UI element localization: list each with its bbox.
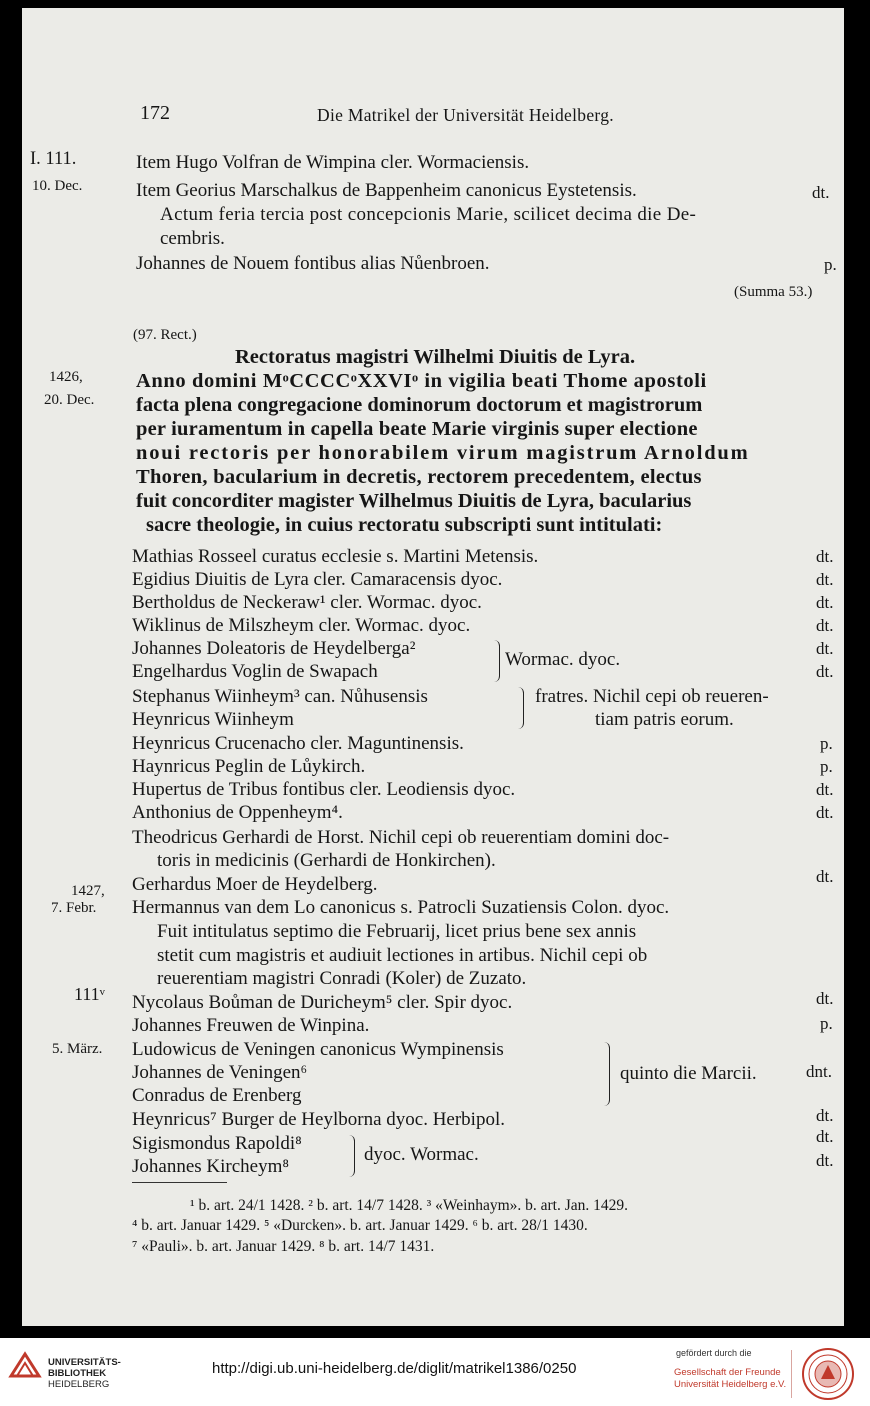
text-line: cembris. (160, 228, 225, 249)
margin-note: 1427, (71, 883, 105, 899)
entry-line: stetit cum magistris et audiuit lectiones in artibus. Nichil cepi ob (157, 945, 648, 966)
text-line: Anno domini MᵒCCCCᵒXXVIᵒ in vigilia beati Thome apostoli (136, 370, 707, 392)
fee-mark: dt. (816, 1106, 834, 1125)
text-line: noui rectoris per honorabilem virum magistrum Arnoldum (136, 442, 750, 464)
society-name (674, 1367, 786, 1391)
entry-line: Conradus de Erenberg (132, 1085, 302, 1106)
entry-line: Hupertus de Tribus fontibus cler. Leodiensis dyoc. (132, 779, 516, 800)
fee-mark: dt. (816, 547, 834, 566)
entry-line: Hermannus van dem Lo canonicus s. Patrocli Suzatiensis Colon. dyoc. (132, 897, 670, 918)
margin-note: 5. März. (52, 1041, 103, 1057)
fee-mark: dnt. (806, 1062, 832, 1081)
library-name (48, 1357, 121, 1390)
text-line: sacre theologie, in cuius rectoratu subscripti sunt intitulati: (146, 514, 663, 536)
text-line: fuit concorditer magister Wilhelmus Diuitis de Lyra, bacularius (136, 490, 692, 512)
section-heading: Rectoratus magistri Wilhelmi Diuitis de Lyra. (235, 346, 636, 368)
entry-line: reuerentiam magistri Conradi (Koler) de Zuzato. (157, 968, 527, 989)
margin-note: 10. Dec. (32, 178, 83, 194)
entry-line: Sigismondus Rapoldi⁸ (132, 1133, 302, 1154)
fee-mark: dt. (812, 183, 830, 202)
entry-line: Heynricus⁷ Burger de Heylborna dyoc. Herbipol. (132, 1109, 505, 1130)
entry-line: Heynricus Crucenacho cler. Maguntinensis. (132, 733, 464, 754)
entry-line: Heynricus Wiinheym (132, 709, 294, 730)
text-line: facta plena congregacione dominorum doctorum et magistrorum (136, 394, 703, 416)
bracket-note: dyoc. Wormac. (364, 1144, 479, 1165)
footer-divider (791, 1350, 792, 1398)
entry-line: Mathias Rosseel curatus ecclesie s. Martini Metensis. (132, 546, 539, 567)
fee-mark: p. (820, 734, 833, 753)
footnote-line: ⁴ b. art. Januar 1429. ⁵ «Durcken». b. art. Januar 1429. ⁶ b. art. 28/1 1430. (132, 1217, 588, 1234)
fee-mark: dt. (816, 989, 834, 1008)
running-title: Die Matrikel der Universität Heidelberg. (317, 105, 614, 125)
fee-mark: p. (824, 255, 837, 274)
brace (601, 1042, 610, 1106)
entry-line: Haynricus Peglin de Lůykirch. (132, 756, 366, 777)
entry-line: Engelhardus Voglin de Swapach (132, 661, 378, 682)
rectorate-number: (97. Rect.) (133, 327, 197, 343)
fee-mark: dt. (816, 593, 834, 612)
entry-line: Johannes Doleatoris de Heydelberga² (132, 638, 416, 659)
fee-mark: p. (820, 1014, 833, 1033)
text-line: Actum feria tercia post concepcionis Marie, scilicet decima die De- (160, 204, 697, 225)
library-name-line: HEIDELBERG (48, 1379, 110, 1390)
entry-line: toris in medicinis (Gerhardi de Honkirchen). (157, 850, 496, 871)
fee-mark: dt. (816, 616, 834, 635)
text-line: Johannes de Nouem fontibus alias Nůenbroen. (136, 253, 490, 274)
bracket-note: Wormac. dyoc. (505, 649, 621, 670)
fee-mark: dt. (816, 662, 834, 681)
footer-bar (0, 1338, 870, 1406)
summa-note: (Summa 53.) (734, 284, 813, 300)
book-page (22, 8, 844, 1326)
entry-line: Fuit intitulatus septimo die Februarij, licet prius bene sex annis (157, 921, 637, 942)
margin-note: I. 111. (30, 149, 77, 169)
fee-mark: p. (820, 757, 833, 776)
brace (492, 640, 500, 682)
library-name-line: BIBLIOTHEK (48, 1368, 107, 1379)
margin-note: 20. Dec. (44, 392, 95, 408)
funded-by-text: gefördert durch die (676, 1348, 752, 1358)
permalink-url[interactable]: http://digi.ub.uni-heidelberg.de/diglit/matrikel1386/0250 (212, 1360, 577, 1377)
fee-mark: dt. (816, 639, 834, 658)
fee-mark: dt. (816, 803, 834, 822)
entry-line: Wiklinus de Milszheym cler. Wormac. dyoc. (132, 615, 471, 636)
entry-line: Gerhardus Moer de Heydelberg. (132, 874, 378, 895)
library-logo-icon (8, 1348, 42, 1382)
footnote-rule (132, 1182, 227, 1183)
page-number: 172 (140, 102, 170, 124)
margin-note: 1426, (49, 369, 83, 385)
entry-line: Egidius Diuitis de Lyra cler. Camaracensis dyoc. (132, 569, 503, 590)
entry-line: Ludowicus de Veningen canonicus Wympinensis (132, 1039, 504, 1060)
entry-line: Johannes Kircheym⁸ (132, 1156, 290, 1177)
entry-line: Bertholdus de Neckeraw¹ cler. Wormac. dyoc. (132, 592, 482, 613)
entry-line: Stephanus Wiinheym³ can. Nůhusensis (132, 686, 428, 707)
university-seal-icon (801, 1347, 855, 1401)
entry-line: Theodricus Gerhardi de Horst. Nichil cepi ob reuerentiam domini doc- (132, 827, 670, 848)
text-line: Item Georius Marschalkus de Bappenheim canonicus Eystetensis. (136, 180, 637, 201)
margin-note: 111ᵛ (74, 984, 105, 1004)
entry-line: Nycolaus Boůman de Duricheym⁵ cler. Spir dyoc. (132, 992, 513, 1013)
text-line: per iuramentum in capella beate Marie virginis super electione (136, 418, 698, 440)
brace (518, 687, 524, 729)
society-name-line: Gesellschaft der Freunde (674, 1367, 781, 1378)
margin-note: 7. Febr. (51, 900, 97, 916)
footnote-line: ¹ b. art. 24/1 1428. ² b. art. 14/7 1428. ³ «Weinhaym». b. art. Jan. 1429. (190, 1197, 629, 1214)
entry-line: Johannes de Veningen⁶ (132, 1062, 308, 1083)
text-line: Thoren, bacularium in decretis, rectorem precedentem, electus (136, 466, 702, 488)
fee-mark: dt. (816, 570, 834, 589)
entry-line: Johannes Freuwen de Winpina. (132, 1015, 370, 1036)
fee-mark: dt. (816, 780, 834, 799)
fee-mark: dt. (816, 867, 834, 886)
bracket-note: tiam patris eorum. (595, 709, 734, 730)
bracket-note: quinto die Marcii. (620, 1063, 757, 1084)
society-name-line: Universität Heidelberg e.V. (674, 1379, 787, 1390)
bracket-note: fratres. Nichil cepi ob reueren- (535, 686, 769, 707)
library-name-line: UNIVERSITÄTS- (48, 1357, 121, 1368)
fee-mark: dt. (816, 1127, 834, 1146)
text-line: Item Hugo Volfran de Wimpina cler. Wormaciensis. (136, 152, 530, 173)
fee-mark: dt. (816, 1151, 834, 1170)
footnote-line: ⁷ «Pauli». b. art. Januar 1429. ⁸ b. art. 14/7 1431. (132, 1238, 435, 1255)
brace (348, 1135, 355, 1177)
entry-line: Anthonius de Oppenheym⁴. (132, 802, 343, 823)
